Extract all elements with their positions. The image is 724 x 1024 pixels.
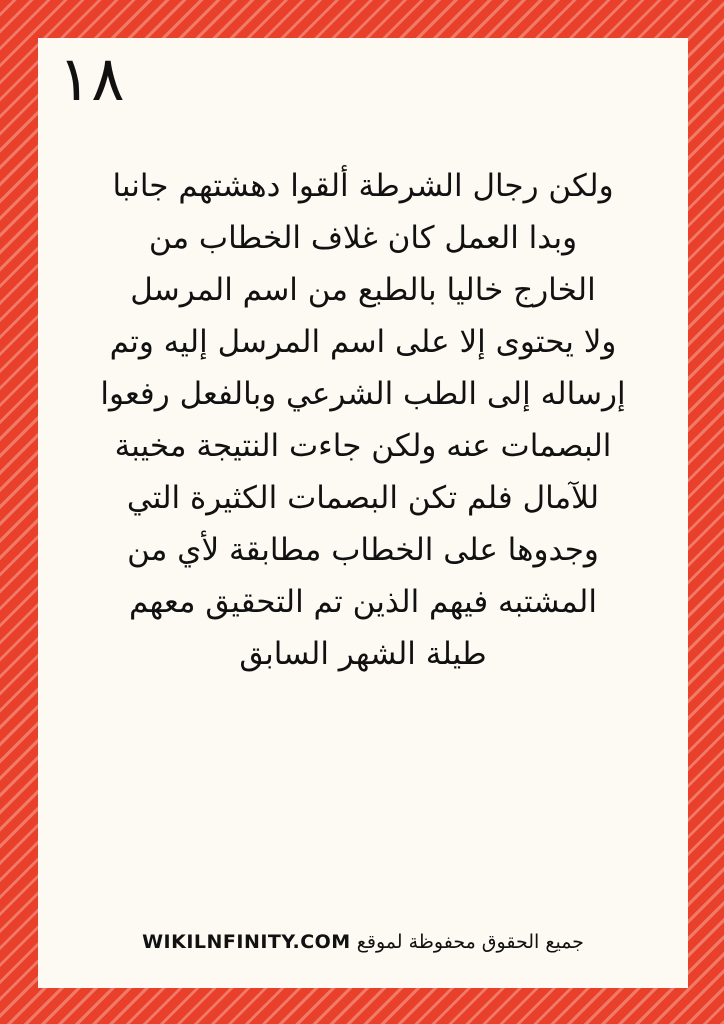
- story-line: وبدا العمل كان غلاف الخطاب من: [148, 220, 578, 256]
- story-line: المشتبه فيهم الذين تم التحقيق معهم: [129, 584, 597, 620]
- story-line: للآمال فلم تكن البصمات الكثيرة التي: [126, 480, 600, 516]
- copyright-footer: [38, 931, 688, 953]
- story-line: وجدوها على الخطاب مطابقة لأي من: [127, 532, 599, 568]
- site-name: WIKILNFINITY.COM: [142, 931, 351, 953]
- story-line: البصمات عنه ولكن جاءت النتيجة مخيبة: [114, 428, 612, 464]
- story-line: الخارج خاليا بالطبع من اسم المرسل: [130, 272, 596, 308]
- rights-notice: جميع الحقوق محفوظة لموقع: [356, 931, 584, 953]
- story-line: ولكن رجال الشرطة ألقوا دهشتهم جانبا: [112, 168, 614, 204]
- story-text: [36, 160, 690, 680]
- story-line: ولا يحتوى إلا على اسم المرسل إليه وتم: [109, 324, 617, 360]
- page-card: [38, 38, 688, 988]
- story-line: طيلة الشهر السابق: [239, 636, 487, 672]
- story-line: إرساله إلى الطب الشرعي وبالفعل رفعوا: [100, 376, 626, 412]
- page-number: ١٨: [58, 42, 125, 115]
